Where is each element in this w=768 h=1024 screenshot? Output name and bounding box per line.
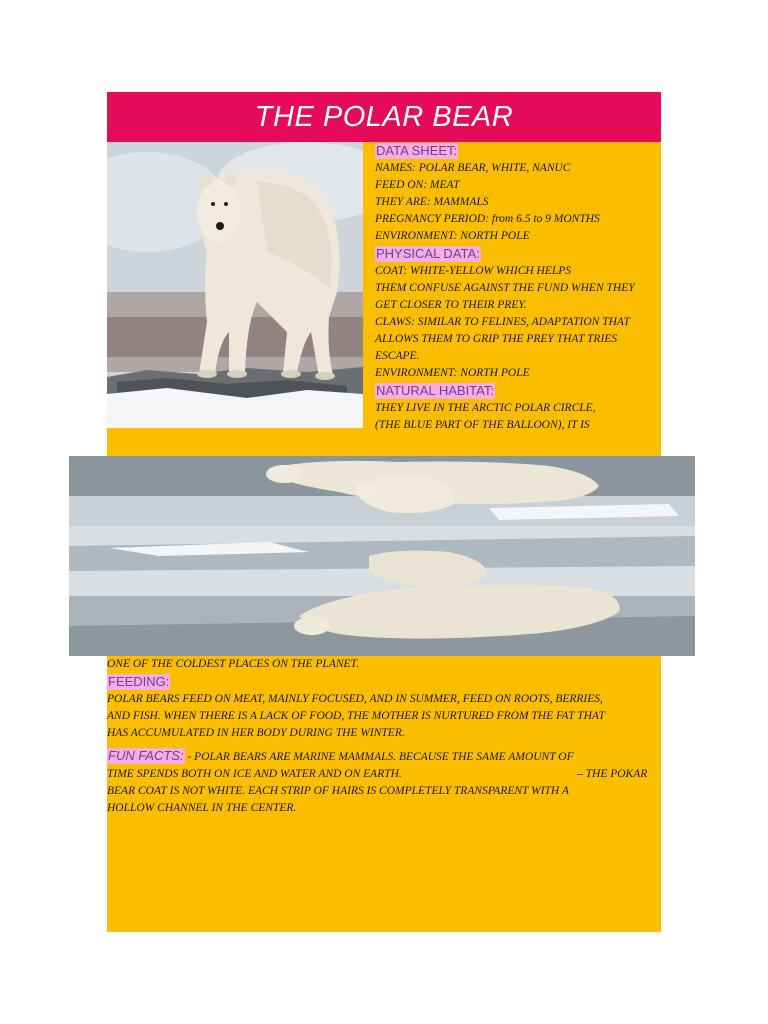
data-sheet-line: PREGNANCY PERIOD: from 6.5 to 9 MONTHS: [375, 213, 600, 225]
physical-data-line: ENVIRONMENT: NORTH POLE: [375, 367, 530, 379]
feeding-line: POLAR BEARS FEED ON MEAT, MAINLY FOCUSED, AND IN SUMMER, FEED ON ROOTS, BERRIES,: [107, 693, 603, 705]
feeding-line: HAS ACCUMULATED IN HER BODY DURING THE WINTER.: [107, 727, 405, 739]
data-sheet-line: NAMES: POLAR BEAR, WHITE, NANUC: [375, 162, 571, 174]
polar-bear-photo: [107, 142, 363, 428]
natural-habitat-heading: NATURAL HABITAT:: [376, 383, 494, 398]
physical-data-line: ALLOWS THEM TO GRIP THE PREY THAT TRIES: [375, 333, 618, 345]
fun-facts-line: – THE POKAR: [577, 768, 648, 780]
feeding-heading: FEEDING:: [108, 674, 170, 689]
natural-habitat-section: [375, 382, 661, 434]
fun-facts-line: BEAR COAT IS NOT WHITE. EACH STRIP OF HAIRS IS COMPLETELY TRANSPARENT WITH A: [107, 785, 569, 797]
page-title: THE POLAR BEAR: [107, 92, 661, 142]
natural-habitat-line: (THE BLUE PART OF THE BALLOON), IT IS: [375, 419, 590, 431]
fun-facts-line: HOLLOW CHANNEL IN THE CENTER.: [107, 802, 297, 814]
feeding-line: AND FISH. WHEN THERE IS A LACK OF FOOD, THE MOTHER IS NURTURED FROM THE FAT THAT: [107, 710, 605, 722]
fun-facts-line: - POLAR BEARS ARE MARINE MAMMALS. BECAUSE THE SAME AMOUNT OF: [184, 751, 574, 763]
polar-bears-on-ice-photo: [69, 456, 695, 656]
data-sheet-line: ENVIRONMENT: NORTH POLE: [375, 230, 530, 242]
bottom-text: [107, 656, 661, 817]
fun-facts-heading: FUN FACTS:: [108, 748, 184, 763]
physical-data-section: [375, 245, 661, 382]
data-sheet-heading: DATA SHEET:: [376, 143, 458, 158]
fun-facts-section: [107, 748, 661, 817]
data-sheet-line: FEED ON: MEAT: [375, 179, 460, 191]
physical-data-line: ESCAPE.: [375, 350, 420, 362]
data-sheet-section: [375, 142, 661, 245]
fun-facts-line: TIME SPENDS BOTH ON ICE AND WATER AND ON EARTH.: [107, 768, 402, 780]
data-sheet-line: THEY ARE: MAMMALS: [375, 196, 489, 208]
data-column: [375, 142, 661, 434]
natural-habitat-line: THEY LIVE IN THE ARCTIC POLAR CIRCLE,: [375, 402, 596, 414]
natural-habitat-continuation: ONE OF THE COLDEST PLACES ON THE PLANET.: [107, 658, 359, 670]
physical-data-line: COAT: WHITE-YELLOW WHICH HELPS: [375, 265, 572, 277]
physical-data-heading: PHYSICAL DATA:: [376, 246, 480, 261]
physical-data-line: THEM CONFUSE AGAINST THE FUND WHEN THEY: [375, 282, 635, 294]
physical-data-line: CLAWS: SIMILAR TO FELINES, ADAPTATION THAT: [375, 316, 630, 328]
physical-data-line: GET CLOSER TO THEIR PREY.: [375, 299, 527, 311]
